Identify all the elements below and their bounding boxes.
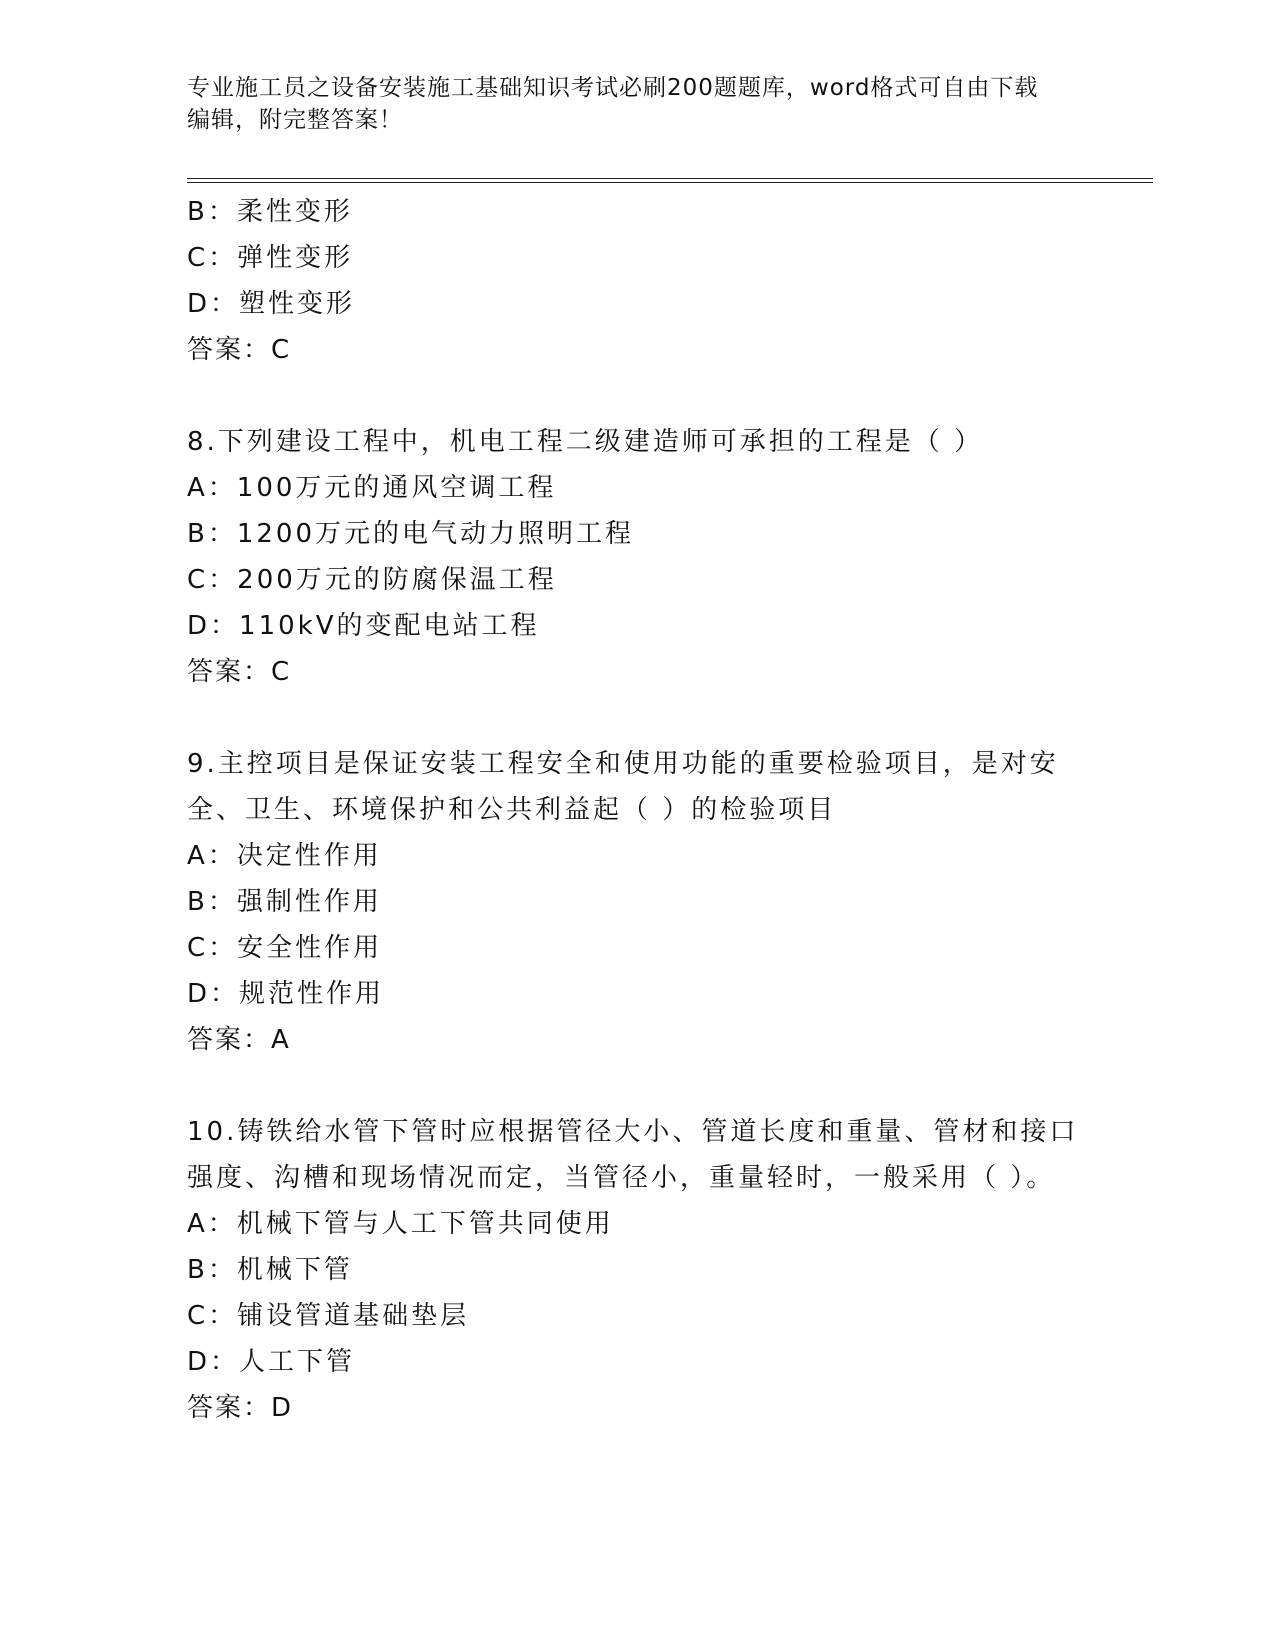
option-d: D：塑性变形 [187,289,356,319]
option-b: B：强制性作用 [187,887,382,917]
question-stem: 强度、沟槽和现场情况而定，当管径小，重量轻时，一般采用（ ）。 [187,1163,1056,1193]
spacer [187,695,1087,741]
document-title-line-1: 专业施工员之设备安装施工基础知识考试必刷200题题库，word格式可自由下载 [187,75,1039,101]
answer-line: 答案：C [187,657,292,687]
option-d: D：110kV的变配电站工程 [187,611,540,641]
answer-line: 答案：C [187,335,292,365]
question-block [187,1109,1087,1431]
header-divider [187,182,1153,183]
question-block [187,741,1087,1063]
question-list [187,189,1087,1431]
option-b: B：柔性变形 [187,197,353,227]
question-stem: 9.主控项目是保证安装工程安全和使用功能的重要检验项目，是对安 [187,749,1059,779]
question-stem: 10.铸铁给水管下管时应根据管径大小、管道长度和重量、管材和接口 [187,1117,1079,1147]
option-a: A：100万元的通风空调工程 [187,473,557,503]
question-block [187,189,1087,373]
header-divider [187,178,1153,179]
answer-line: 答案：A [187,1025,291,1055]
document-title-line-2: 编辑，附完整答案！ [187,107,403,133]
option-c: C：铺设管道基础垫层 [187,1301,470,1331]
option-c: C：弹性变形 [187,243,354,273]
question-block [187,419,1087,695]
question-stem: 8.下列建设工程中，机电工程二级建造师可承担的工程是（ ） [187,427,984,457]
option-c: C：200万元的防腐保温工程 [187,565,557,595]
option-c: C：安全性作用 [187,933,383,963]
option-d: D：人工下管 [187,1347,356,1377]
option-a: A：决定性作用 [187,841,382,871]
option-d: D：规范性作用 [187,979,385,1009]
document-title [187,72,1087,136]
spacer [187,373,1087,419]
option-a: A：机械下管与人工下管共同使用 [187,1209,614,1239]
option-b: B：机械下管 [187,1255,353,1285]
spacer [187,1063,1087,1109]
question-stem: 全、卫生、环境保护和公共利益起（ ）的检验项目 [187,795,837,825]
option-b: B：1200万元的电气动力照明工程 [187,519,635,549]
answer-line: 答案：D [187,1393,294,1423]
